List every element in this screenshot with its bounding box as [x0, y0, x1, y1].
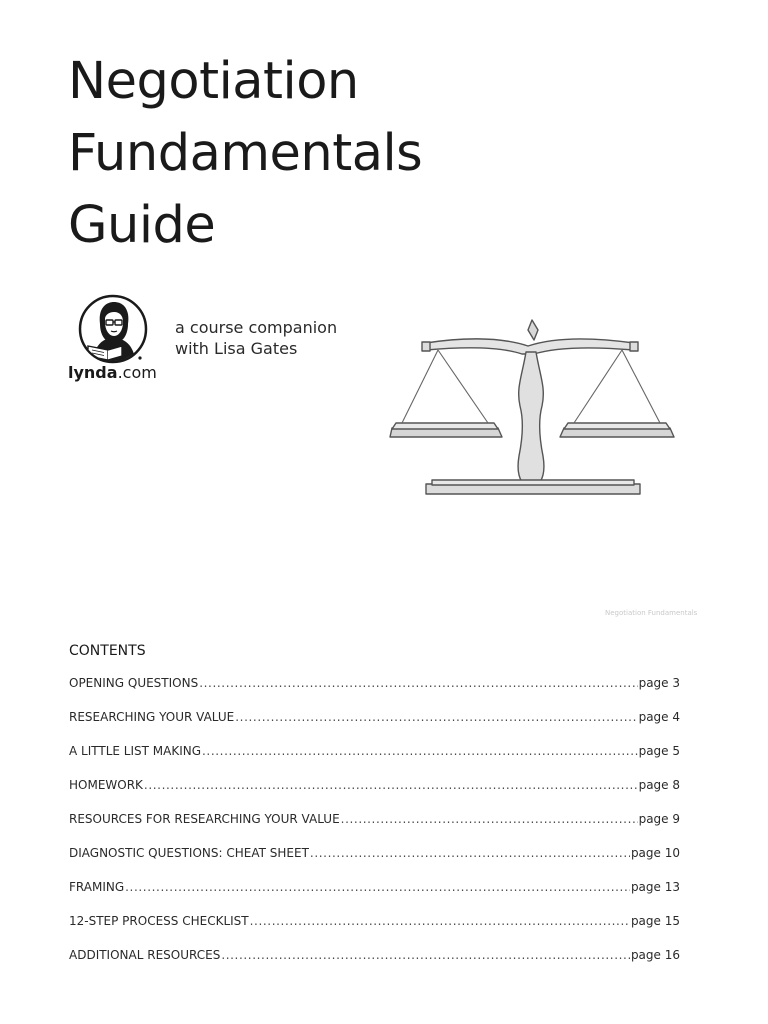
watermark-text: Negotiation Fundamentals [605, 609, 698, 617]
lynda-logo [68, 294, 164, 384]
tagline-line-2: with Lisa Gates [175, 339, 298, 358]
toc-item-page: page 13 [630, 880, 680, 894]
toc-item-label: HOMEWORK [69, 778, 143, 792]
toc-item[interactable] [69, 812, 680, 846]
toc-leader [235, 710, 637, 724]
toc-item[interactable] [69, 744, 680, 778]
toc-item[interactable] [69, 846, 680, 880]
balance-scale-icon [388, 316, 678, 501]
toc-leader [310, 846, 630, 860]
toc-item[interactable] [69, 676, 680, 710]
toc-item-label: DIAGNOSTIC QUESTIONS: CHEAT SHEET [69, 846, 309, 860]
toc-item-label: 12-STEP PROCESS CHECKLIST [69, 914, 249, 928]
toc-item[interactable] [69, 914, 680, 948]
toc-item[interactable] [69, 710, 680, 744]
toc-leader [221, 948, 630, 962]
toc-item[interactable] [69, 948, 680, 982]
tagline-line-1: a course companion [175, 318, 338, 337]
title-line-1: Negotiation [68, 52, 359, 111]
lynda-reader-portrait-icon [78, 294, 148, 364]
toc-item-label: ADDITIONAL RESOURCES [69, 948, 221, 962]
title-line-3: Guide [68, 196, 216, 255]
toc-item-page: page 16 [630, 948, 680, 962]
toc-item-label: RESOURCES FOR RESEARCHING YOUR VALUE [69, 812, 340, 826]
lynda-wordmark [68, 363, 157, 382]
toc-item-label: FRAMING [69, 880, 125, 894]
contents-heading: CONTENTS [69, 643, 146, 659]
toc-item-page: page 15 [630, 914, 680, 928]
toc-leader [199, 676, 637, 690]
table-of-contents [69, 676, 680, 982]
title-line-2: Fundamentals [68, 124, 423, 183]
toc-leader [202, 744, 638, 758]
toc-item-page: page 5 [638, 744, 680, 758]
brand-name: lynda [68, 363, 118, 382]
toc-leader [250, 914, 630, 928]
toc-item-page: page 10 [630, 846, 680, 860]
toc-item-page: page 9 [638, 812, 680, 826]
toc-item-label: OPENING QUESTIONS [69, 676, 199, 690]
toc-item-page: page 4 [638, 710, 680, 724]
course-tagline [175, 317, 337, 359]
toc-item-label: RESEARCHING YOUR VALUE [69, 710, 235, 724]
toc-item-page: page 8 [638, 778, 680, 792]
toc-item[interactable] [69, 880, 680, 914]
brand-domain: .com [117, 363, 157, 382]
page-title [68, 46, 422, 262]
toc-item-page: page 3 [638, 676, 680, 690]
toc-leader [125, 880, 630, 894]
toc-item[interactable] [69, 778, 680, 812]
toc-leader [144, 778, 638, 792]
toc-item-label: A LITTLE LIST MAKING [69, 744, 202, 758]
toc-leader [341, 812, 638, 826]
